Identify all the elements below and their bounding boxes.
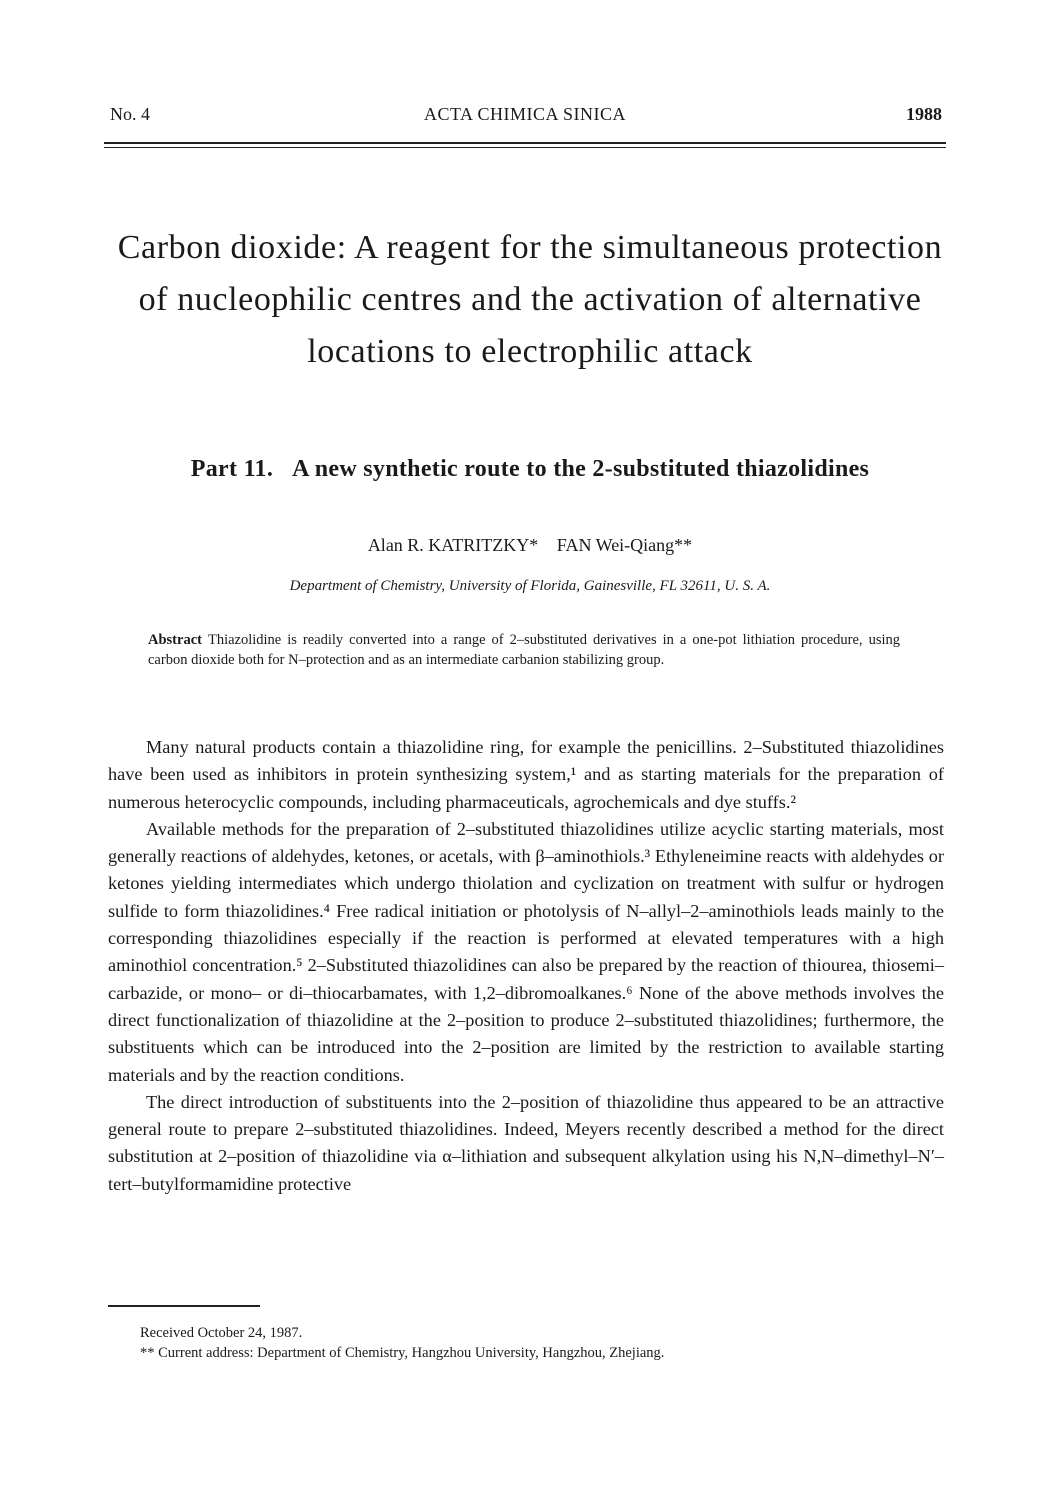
paper-title: Carbon dioxide: A reagent for the simultaneous protection of nucleophilic centres and the activation of alternative locations to electrophilic attack (117, 229, 943, 370)
abstract (148, 630, 900, 670)
paragraph-1: Many natural products contain a thiazolidine ring, for example the penicillins. 2–Substituted thiazolidines have been used as inhibitors in protein synthesizing system,¹ and as starting materials for the preparation of numerous heterocyclic compounds, including pharmaceuticals, agrochemicals and dye stuffs.² (108, 737, 944, 812)
subtitle-part: Part 11. (190, 456, 274, 482)
paragraph-2: Available methods for the preparation of 2–substituted thiazolidines utilize acyclic starting materials, most generally reactions of aldehydes, ketones, or acetals, with β–aminothiols.³ Ethyleneimine reacts with aldehydes or ketones yielding intermediates which undergo thiolation and cyclization on treatment with sulfur or hydrogen sulfide to form thiazolidines.⁴ Free radical initiation or photolysis of N–allyl–2–aminothiols leads mainly to the corresponding thiazolidines especially if the reaction is performed at elevated temperatures with a high aminothiol concentration.⁵ 2–Substituted thiazolidines can also be prepared by the reaction of thiourea, thiosemi–carbazide, or mono– or di–thiocarbamates, with 1,2–dibromoalkanes.⁶ None of the above methods involves the direct functionalization of thiazolidine at the 2–position to produce 2–substituted thiazolidines; furthermore, the substituents which can be introduced into the 2–position are limited by the restriction to available starting materials and by the reaction conditions. (108, 818, 944, 1085)
issue-number: No. 4 (110, 104, 150, 124)
author-list (100, 533, 960, 557)
paper-subtitle (100, 452, 960, 486)
body-text (108, 734, 944, 1198)
footnotes (140, 1323, 940, 1363)
footnote-address: ** Current address: Department of Chemistry, Hangzhou University, Hangzhou, Zhejiang. (140, 1345, 665, 1361)
publication-year: 1988 (906, 104, 942, 124)
subtitle-text: A new synthetic route to the 2-substituted thiazolidines (292, 456, 870, 482)
affiliation: Department of Chemistry, University of Florida, Gainesville, FL 32611, U. S. A. (289, 578, 771, 594)
footnote-received: Received October 24, 1987. (140, 1325, 303, 1341)
header-divider (104, 142, 946, 148)
author-1: Alan R. KATRITZKY* (367, 535, 539, 555)
footnote-divider (108, 1305, 260, 1307)
journal-name: ACTA CHIMICA SINICA (423, 104, 627, 124)
abstract-text: Thiazolidine is readily converted into a range of 2–substituted derivatives in a one-pot lithiation procedure, using carbon dioxide both for N–protection and as an intermediate carbanion stabilizing group. (148, 632, 900, 668)
abstract-label: Abstract (148, 632, 202, 648)
paragraph-3: The direct introduction of substituents into the 2–position of thiazolidine thus appeared to be an attractive general route to prepare 2–substituted thiazolidines. Indeed, Meyers recently described a method for the direct substitution at 2–position of thiazolidine via α–lithiation and subsequent alkylation using his N,N–dimethyl–N′–tert–butylformamidine protective (108, 1091, 944, 1194)
author-2: FAN Wei-Qiang** (556, 535, 693, 555)
running-head (104, 104, 946, 134)
